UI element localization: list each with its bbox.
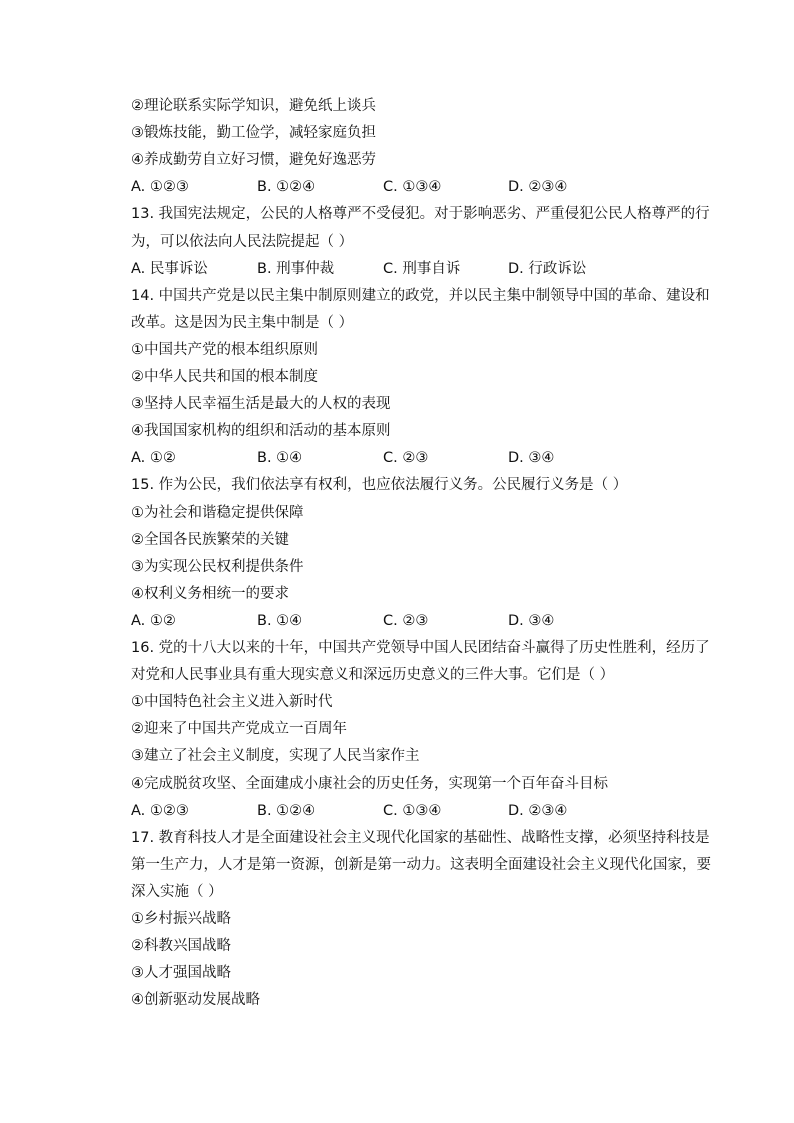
answer-option: A. ①② [131,613,176,629]
text-line: ①中国特色社会主义进入新时代 [131,694,333,710]
answer-option: A. ①② [131,450,176,466]
text-line: ③锻炼技能，勤工俭学，减轻家庭负担 [131,125,376,141]
text-line: ③为实现公民权利提供条件 [131,559,304,575]
answer-options [131,611,731,631]
text-line: ②迎来了中国共产党成立一百周年 [131,721,347,737]
text-line: ①为社会和谐稳定提供保障 [131,505,304,521]
text-line: ①中国共产党的根本组织原则 [131,342,318,358]
text-line: ④权利义务相统一的要求 [131,586,289,602]
answer-option: D. ③④ [508,450,555,466]
answer-option: A. ①②③ [131,803,189,819]
answer-option: B. ①④ [257,450,303,466]
text-line: 深入实施（ ） [131,884,223,900]
answer-options [131,801,731,821]
answer-option: D. ③④ [508,613,555,629]
answer-option: A. 民事诉讼 [131,261,208,277]
text-line: ②科教兴国战略 [131,938,231,954]
text-line: ④养成勤劳自立好习惯，避免好逸恶劳 [131,152,376,168]
answer-option: B. ①②④ [257,803,316,819]
answer-option: C. ①③④ [383,803,442,819]
answer-option: C. ②③ [383,450,429,466]
text-line: 为，可以依法向人民法院提起（ ） [131,234,354,250]
answer-option: A. ①②③ [131,179,189,195]
answer-option: D. ②③④ [508,179,568,195]
answer-options [131,259,731,279]
text-line: ③坚持人民幸福生活是最大的人权的表现 [131,396,391,412]
text-line: ③人才强国战略 [131,965,231,981]
text-line: ④创新驱动发展战略 [131,992,260,1008]
text-line: 15. 作为公民，我们依法享有权利，也应依法履行义务。公民履行义务是（ ） [131,477,628,493]
text-line: ③建立了社会主义制度，实现了人民当家作主 [131,748,420,764]
answer-option: B. ①②④ [257,179,316,195]
answer-options [131,177,731,197]
text-line: 14. 中国共产党是以民主集中制原则建立的政党，并以民主集中制领导中国的革命、建设和 [131,288,710,304]
text-line: ②全国各民族繁荣的关键 [131,532,289,548]
answer-options [131,448,731,468]
answer-option: D. 行政诉讼 [508,261,587,277]
text-line: ②理论联系实际学知识，避免纸上谈兵 [131,98,376,114]
text-line: ④完成脱贫攻坚、全面建成小康社会的历史任务，实现第一个百年奋斗目标 [131,776,608,792]
answer-option: B. ①④ [257,613,303,629]
text-line: ①乡村振兴战略 [131,911,231,927]
answer-option: C. ①③④ [383,179,442,195]
answer-option: B. 刑事仲裁 [257,261,335,277]
answer-option: C. ②③ [383,613,429,629]
text-line: 改革。这是因为民主集中制是（ ） [131,315,354,331]
answer-option: C. 刑事自诉 [383,261,461,277]
answer-option: D. ②③④ [508,803,568,819]
text-line: 17. 教育科技人才是全面建设社会主义现代化国家的基础性、战略性支撑，必须坚持科技是 [131,830,710,846]
text-line: 16. 党的十八大以来的十年，中国共产党领导中国人民团结奋斗赢得了历史性胜利，经历了 [131,640,710,656]
text-line: 13. 我国宪法规定，公民的人格尊严不受侵犯。对于影响恶劣、严重侵犯公民人格尊严的行 [131,206,710,222]
text-line: ②中华人民共和国的根本制度 [131,369,318,385]
text-line: 第一生产力，人才是第一资源，创新是第一动力。这表明全面建设社会主义现代化国家，要 [131,857,711,873]
text-line: 对党和人民事业具有重大现实意义和深远历史意义的三件大事。它们是（ ） [131,667,615,683]
text-line: ④我国国家机构的组织和活动的基本原则 [131,423,391,439]
